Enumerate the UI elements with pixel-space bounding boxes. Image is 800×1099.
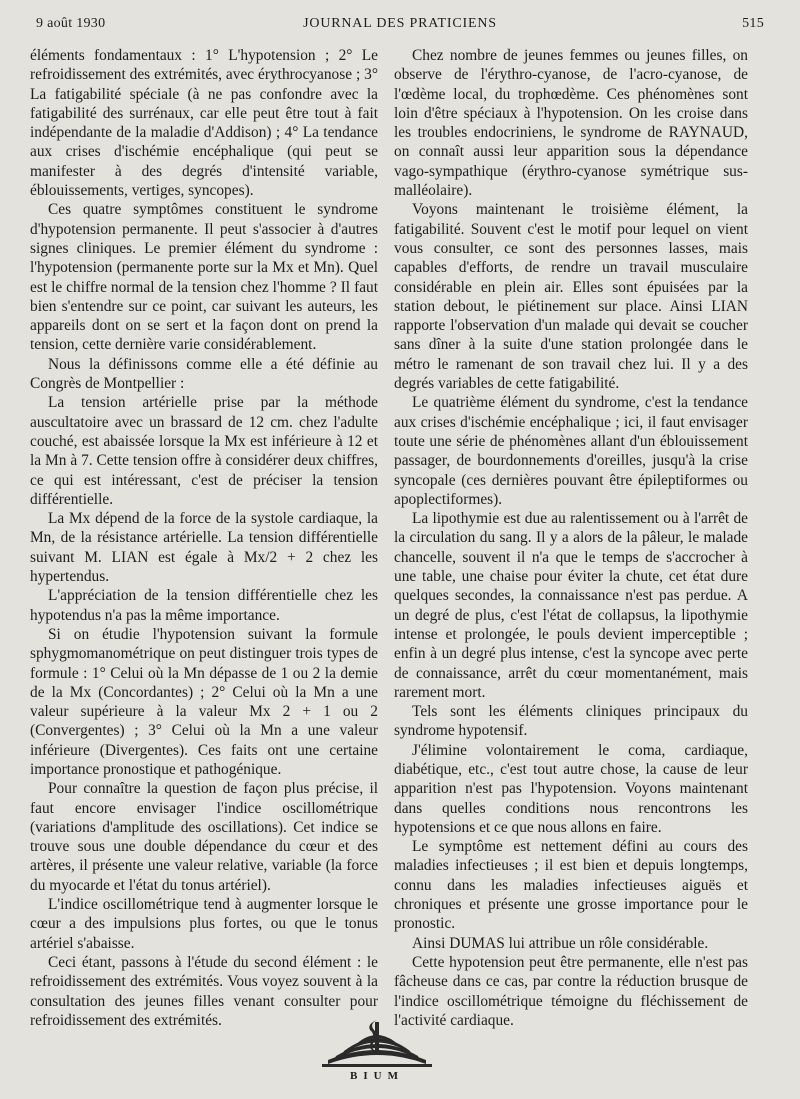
paragraph: L'appréciation de la tension différentielle chez les hypotendus n'a pas la même importance.: [30, 587, 378, 624]
journal-title: JOURNAL DES PRATICIENS: [303, 16, 497, 31]
bium-caption: BIUM: [350, 1070, 404, 1082]
paragraph: éléments fondamentaux : 1° L'hypotension ; 2° Le refroidissement des extrémités, avec érythrocyanose ; 3° La fatigabilité spéciale (à ne pas confondre avec la fatigabilité des surrénaux, car elle peut être tout à fait indépendante de la maladie d'Addison) ; 4° La tendance aux crises d'ischémie encéphalique (qui peut se manifester à des degrés d'intensité variable, éblouissements, vertiges, syncopes).: [30, 47, 378, 200]
right-column: [394, 46, 748, 1030]
paragraph: Ainsi DUMAS lui attribue un rôle considérable.: [412, 934, 709, 952]
running-header: [36, 14, 764, 36]
paragraph: La Mx dépend de la force de la systole cardiaque, la Mn, de la résistance artérielle. La tension différentielle suivant M. LIAN est égale à Mx/2 + 2 chez les hypertendus.: [30, 510, 378, 586]
column-divider: [383, 46, 384, 986]
paragraph: La lipothymie est due au ralentissement ou à l'arrêt de la circulation du sang. Il y a alors de la pâleur, le malade chancelle, souvent il n'a que le temps de s'accrocher à une table, une chaise pour éviter la chute, cet état dure quelques secondes, la connaissance n'est pas perdue. A un degré de plus, c'est l'état de collapsus, la lipothymie intense et prolongée, le pouls devient imperceptible ; enfin à un degré plus intense, c'est la syncope avec perte de connaissance, arrêt du cœur momentanément, mais rarement mort.: [394, 510, 748, 701]
paragraph: Nous la définissons comme elle a été définie au Congrès de Montpellier :: [30, 355, 378, 393]
page-number: 515: [742, 16, 764, 31]
paragraph: Si on étudie l'hypotension suivant la formule sphygmomanométrique on peut distinguer trois types de formule : 1° Celui où la Mn dépasse de 1 ou 2 la demie de la Mx (Concordantes) ; 2° Celui où la Mn a une valeur supérieure à la valeur Mx 2 + 1 ou 2 (Convergentes) ; 3° Celui où la Mn a une valeur inférieure (Divergentes). Ces faits ont une certaine importance pronostique et pathogénique.: [30, 625, 378, 778]
paragraph: L'indice oscillométrique tend à augmenter lorsque le cœur a des impulsions plus fortes, ou que le tonus artériel s'abaisse.: [30, 896, 378, 952]
paragraph: La tension artérielle prise par la méthode auscultatoire avec un brassard de 12 cm. chez l'adulte couché, est abaissée lorsque la Mx est inférieure à 12 et la Mn à 7. Cette tension offre à considérer deux chiffres, ce qui est intéressant, c'est de préciser la tension différentielle.: [30, 394, 378, 508]
bium-logo: [318, 1016, 436, 1086]
left-column: [30, 46, 378, 1030]
paragraph: Chez nombre de jeunes femmes ou jeunes filles, on observe de l'érythro-cyanose, de l'acro-cyanose, de l'œdème local, du trophœdème. Ces phénomènes sont loin d'être spéciaux à l'hypotension. On les croise dans les troubles endocriniens, le syndrome de RAYNAUD, on connaît aussi leur apparition sous la dépendance vago-sympathique (érythro-cyanose symétrique sus-malléolaire).: [394, 47, 748, 200]
paragraph: Ces quatre symptômes constituent le syndrome d'hypotension permanente. Il peut s'associer à d'autres signes cliniques. Le premier élément du syndrome : l'hypotension (permanente porte sur la Mx et Mn). Quel est le chiffre normal de la tension chez l'homme ? Il faut bien s'entendre sur ce point, car suivant les auteurs, les appareils dont on se sert et la façon dont on prend la tension, cette dernière varie considérablement.: [30, 201, 378, 354]
paragraph: Tels sont les éléments cliniques principaux du syndrome hypotensif.: [394, 703, 748, 740]
paragraph: Ceci étant, passons à l'étude du second élément : le refroidissement des extrémités. Vous voyez souvent à la consultation des jeunes filles venant consulter pour refroidissement des extrémités.: [30, 953, 378, 1029]
header-date: 9 août 1930: [36, 16, 106, 31]
paragraph: Cette hypotension peut être permanente, elle n'est pas fâcheuse dans ce cas, par contre la réduction brusque de l'indice oscillométrique témoigne du fléchissement de l'activité cardiaque.: [394, 953, 748, 1029]
bium-emblem-icon: [318, 1016, 436, 1068]
paragraph: J'élimine volontairement le coma, cardiaque, diabétique, etc., c'est tout autre chose, la cause de leur apparition n'est pas l'hypotension. Voyons maintenant dans quelles conditions nous rencontrons les hypotensions et ce que nous allons en faire.: [394, 741, 748, 836]
paragraph: Le quatrième élément du syndrome, c'est la tendance aux crises d'ischémie encéphalique ; ici, il faut envisager toute une série de phénomènes allant d'un éblouissement passager, de bourdonnements d'oreilles, jusqu'à la crise syncopale (ces dernières pouvant être épileptiformes ou apoplectiformes).: [394, 394, 748, 508]
paragraph: Le symptôme est nettement défini au cours des maladies infectieuses ; il est bien et depuis longtemps, connu dans les maladies infectieuses aiguës et chroniques et présente une grosse importance pour le pronostic.: [394, 838, 748, 933]
paragraph: Voyons maintenant le troisième élément, la fatigabilité. Souvent c'est le motif pour lequel on vient vous consulter, ce sont des personnes lasses, mais capables d'efforts, de rendre un travail musculaire considérable en plein air. Elles sont épuisées par la station debout, le piétinement sur place. Ainsi LIAN rapporte l'observation d'un malade qui devait se coucher sans dîner à la suite d'une station prolongée dans le métro le ramenant de son travail chez lui. Il y a des degrés variables de cette fatigabilité.: [394, 201, 748, 393]
paragraph: Pour connaître la question de façon plus précise, il faut encore envisager l'indice oscillométrique (variations d'amplitude des oscillations). Cet indice se trouve sous une double dépendance du cœur et des artères, il présente une valeur relative, variable (la force du myocarde et l'état du tonus artériel).: [30, 780, 378, 894]
